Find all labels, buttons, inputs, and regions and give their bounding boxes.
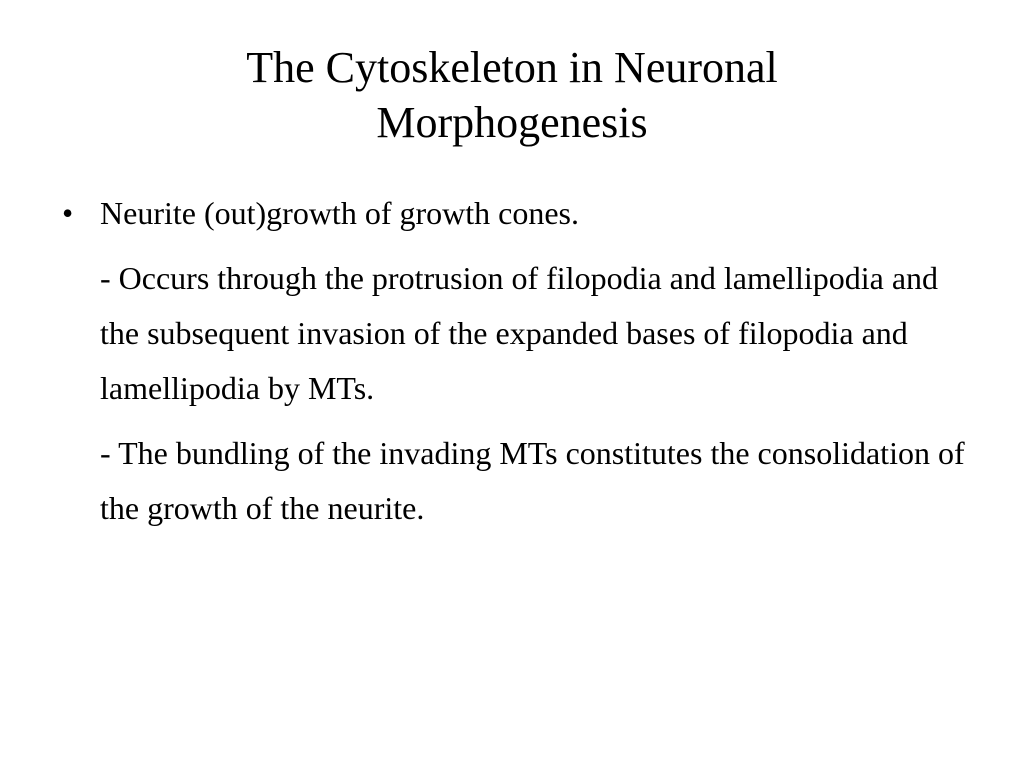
sub-paragraph-protrusion: - Occurs through the protrusion of filopodia and lamellipodia and the subsequent invasion of the expanded bases of filopodia and lamellipodia by MTs. [100,260,939,406]
bullet-item [54,186,984,241]
bullet-text: Neurite (out)growth of growth cones. [100,195,579,231]
slide-title-line-2: Morphogenesis [376,98,648,147]
sub-paragraph-bundling: - The bundling of the invading MTs constitutes the consolidation of the growth of the neurite. [100,435,965,526]
slide-body [54,186,984,546]
slide-title [80,40,944,150]
slide-title-line-1: The Cytoskeleton in Neuronal [246,43,778,92]
bullet-icon: • [62,195,74,231]
